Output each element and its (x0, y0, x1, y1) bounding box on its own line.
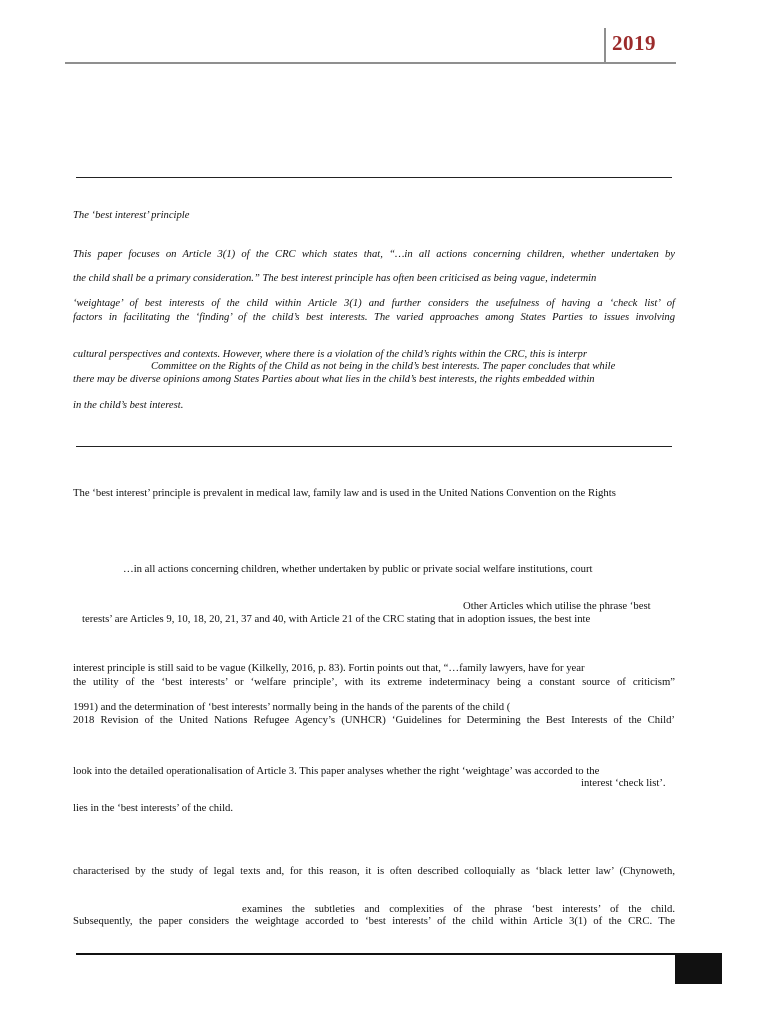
abstract-line-6: Committee on the Rights of the Child as not being in the child’s best interests. The paper concludes that while (151, 361, 616, 372)
body-line-kilkelly: interest principle is still said to be vague (Kilkelly, 2016, p. 83). Fortin points out that, “…family lawyers, have for year (73, 662, 585, 674)
abstract-line-5: cultural perspectives and contexts. However, where there is a violation of the child’s rights within the CRC, this is interpr (73, 349, 587, 360)
abstract-heading: The ‘best interest’ principle (73, 210, 190, 221)
body-line-unhcr: 2018 Revision of the United Nations Refugee Agency’s (UNHCR) ‘Guidelines for Determining the Best Interests of the Child’ (73, 714, 675, 726)
abstract-bottom-rule (76, 446, 672, 447)
body-line-black-letter-law: characterised by the study of legal texts and, for this reason, it is often described colloquially as ‘black letter law’ (Chynoweth, (73, 865, 675, 877)
abstract-line-2: the child shall be a primary consideration.” The best interest principle has often been criticised as being vague, indetermin (73, 273, 597, 284)
abstract-line-3: ‘weightage’ of best interests of the child within Article 3(1) and further considers the usefulness of having a ‘check list’ of (73, 298, 675, 309)
body-line-operationalisation: look into the detailed operationalisation of Article 3. This paper analyses whether the right ‘weightage’ was accorded to the (73, 765, 600, 777)
body-line-best-interests: lies in the ‘best interests’ of the child. (73, 802, 234, 814)
body-line-determination: 1991) and the determination of ‘best interests’ normally being in the hands of the parents of the child ( (73, 701, 511, 713)
body-line-other-articles: Other Articles which utilise the phrase ‘best (463, 600, 651, 612)
body-quote-line: …in all actions concerning children, whether undertaken by public or private social welfare institutions, court (123, 563, 593, 575)
footer-page-number-box (675, 955, 722, 984)
header-year: 2019 (612, 31, 656, 55)
body-line-check-list: interest ‘check list’. (581, 777, 666, 789)
body-line-welfare-principle: the utility of the ‘best interests’ or ‘welfare principle’, with its extreme indeterminacy being a constant source of criticism” (73, 676, 675, 688)
footer-rule (76, 953, 722, 955)
abstract-line-1: This paper focuses on Article 3(1) of the CRC which states that, “…in all actions concerning children, whether undertaken by (73, 249, 675, 260)
body-line-articles-list: terests’ are Articles 9, 10, 18, 20, 21, 37 and 40, with Article 21 of the CRC stating that in adoption issues, the best inte (82, 613, 591, 625)
body-line-examines: examines the subtleties and complexities of the phrase ‘best interests’ of the child. (242, 903, 675, 915)
body-line-1: The ‘best interest’ principle is prevalent in medical law, family law and is used in the United Nations Convention on the Rights (73, 487, 616, 499)
body-line-subsequently: Subsequently, the paper considers the weightage accorded to ‘best interests’ of the child within Article 3(1) of the CRC. The (73, 915, 675, 927)
abstract-top-rule (76, 177, 672, 178)
header-vertical-divider (604, 28, 606, 62)
header-rule (65, 62, 676, 64)
abstract-line-8: in the child’s best interest. (73, 400, 184, 411)
abstract-line-7: there may be diverse opinions among States Parties about what lies in the child’s best interests, the rights embedded within (73, 374, 595, 385)
abstract-line-4: factors in facilitating the ‘finding’ of the child’s best interests. The varied approaches among States Parties to issues involving (73, 312, 675, 323)
